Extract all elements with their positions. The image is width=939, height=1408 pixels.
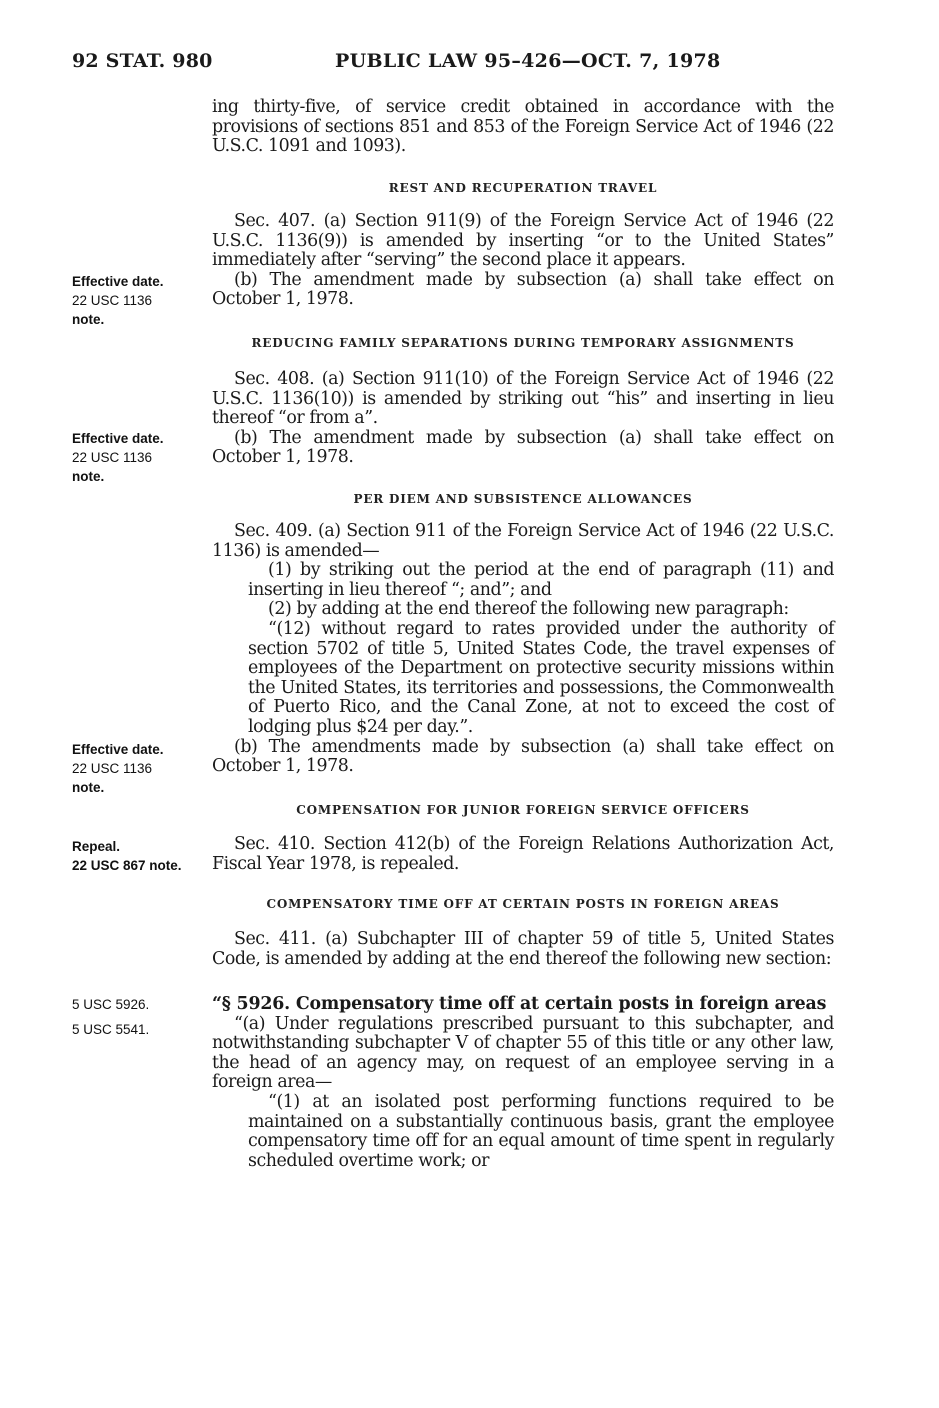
section-409 [212, 522, 834, 777]
section-409-a: Sec. 409. (a) Section 911 of the Foreign Service Act of 1946 (22 U.S.C. 1136) is amended— [212, 521, 834, 561]
margin-note-5usc5926 [72, 995, 207, 1014]
section-409-a-1: (1) by striking out the period at the end of paragraph (11) and inserting in lieu thereof “; and”; and [248, 560, 834, 600]
margin-ref: 22 USC 867 note. [72, 858, 182, 873]
page-reference: 92 STAT. 980 [72, 50, 213, 72]
section-411 [212, 930, 834, 969]
intro-text: ing thirty-five, of service credit obtained in accordance with the provisions of sections 851 and 853 of the Foreign Service Act of 1946 (22 U.S.C. 1091 and 1093). [212, 97, 834, 157]
margin-ref: 22 USC 1136 [72, 761, 153, 776]
margin-ref: 5 USC 5926. [72, 997, 150, 1012]
margin-ref: 5 USC 5541. [72, 1022, 150, 1037]
section-5926-a: “(a) Under regulations prescribed pursuant to this subchapter, and notwithstanding subchapter V of chapter 55 of this title or any other law, the head of an agency may, on request of an employee serving in a foreign area— [212, 1013, 834, 1093]
intro-paragraph [212, 98, 834, 157]
margin-label: Effective date. [72, 431, 164, 446]
section-407-a: Sec. 407. (a) Section 911(9) of the Foreign Service Act of 1946 (22 U.S.C. 1136(9)) is amended by inserting “or to the United States” immediately after “serving” the second place it appears. [212, 211, 834, 271]
section-5926-title: “§ 5926. Compensatory time off at certain posts in foreign areas [212, 994, 827, 1014]
margin-label: Repeal. [72, 839, 121, 854]
margin-label: Effective date. [72, 742, 164, 757]
section-411-a: Sec. 411. (a) Subchapter III of chapter 59 of title 5, United States Code, is amended by adding at the end thereof the following new section: [212, 929, 834, 969]
section-408-b: (b) The amendment made by subsection (a) shall take effect on October 1, 1978. [212, 427, 834, 468]
section-5926-a-1: “(1) at an isolated post performing functions required to be maintained on a substantially continuous basis, grant the employee compensatory time off for an equal amount of time spent in regularly scheduled overtime work; or [248, 1091, 834, 1171]
heading-junior-officers: COMPENSATION FOR JUNIOR FOREIGN SERVICE OFFICERS [296, 803, 750, 817]
margin-note-effective-409 [72, 740, 207, 797]
margin-note-suffix: note. [72, 780, 105, 795]
section-410-text: Sec. 410. Section 412(b) of the Foreign Relations Authorization Act, Fiscal Year 1978, is repealed. [212, 834, 834, 874]
margin-note-repeal [72, 837, 207, 875]
margin-note-5usc5541 [72, 1020, 207, 1039]
heading-compensatory-time: COMPENSATORY TIME OFF AT CERTAIN POSTS IN FOREIGN AREAS [266, 897, 780, 911]
section-5926 [212, 995, 834, 1171]
margin-note-suffix: note. [72, 312, 105, 327]
margin-note-suffix: note. [72, 469, 105, 484]
section-407 [212, 212, 834, 310]
margin-ref: 22 USC 1136 [72, 450, 153, 465]
heading-per-diem: PER DIEM AND SUBSISTENCE ALLOWANCES [353, 492, 693, 506]
section-407-b: (b) The amendment made by subsection (a) shall take effect on October 1, 1978. [212, 269, 834, 310]
margin-ref: 22 USC 1136 [72, 293, 153, 308]
section-409-a-2-quote: “(12) without regard to rates provided under the authority of section 5702 of title 5, United States Code, the travel expenses of employees of the Department on protective security missions within the United States, its territories and possessions, the Commonwealth of Puerto Rico, and the Canal Zone, at not to exceed the cost of lodging plus $24 per day.”. [248, 618, 834, 737]
running-title: PUBLIC LAW 95–426—OCT. 7, 1978 [335, 50, 721, 72]
section-409-a-2: (2) by adding at the end thereof the following new paragraph: [268, 599, 789, 620]
heading-rest-recuperation: REST AND RECUPERATION TRAVEL [388, 181, 658, 195]
heading-family-separations: REDUCING FAMILY SEPARATIONS DURING TEMPORARY ASSIGNMENTS [251, 336, 795, 350]
margin-note-effective-407 [72, 272, 207, 329]
section-409-b: (b) The amendments made by subsection (a) shall take effect on October 1, 1978. [212, 736, 834, 777]
margin-label: Effective date. [72, 274, 164, 289]
section-410 [212, 835, 834, 874]
section-408-a: Sec. 408. (a) Section 911(10) of the Foreign Service Act of 1946 (22 U.S.C. 1136(10)) is amended by striking out “his” and inserting in lieu thereof “or from a”. [212, 369, 834, 429]
section-408 [212, 370, 834, 468]
margin-note-effective-408 [72, 429, 207, 486]
